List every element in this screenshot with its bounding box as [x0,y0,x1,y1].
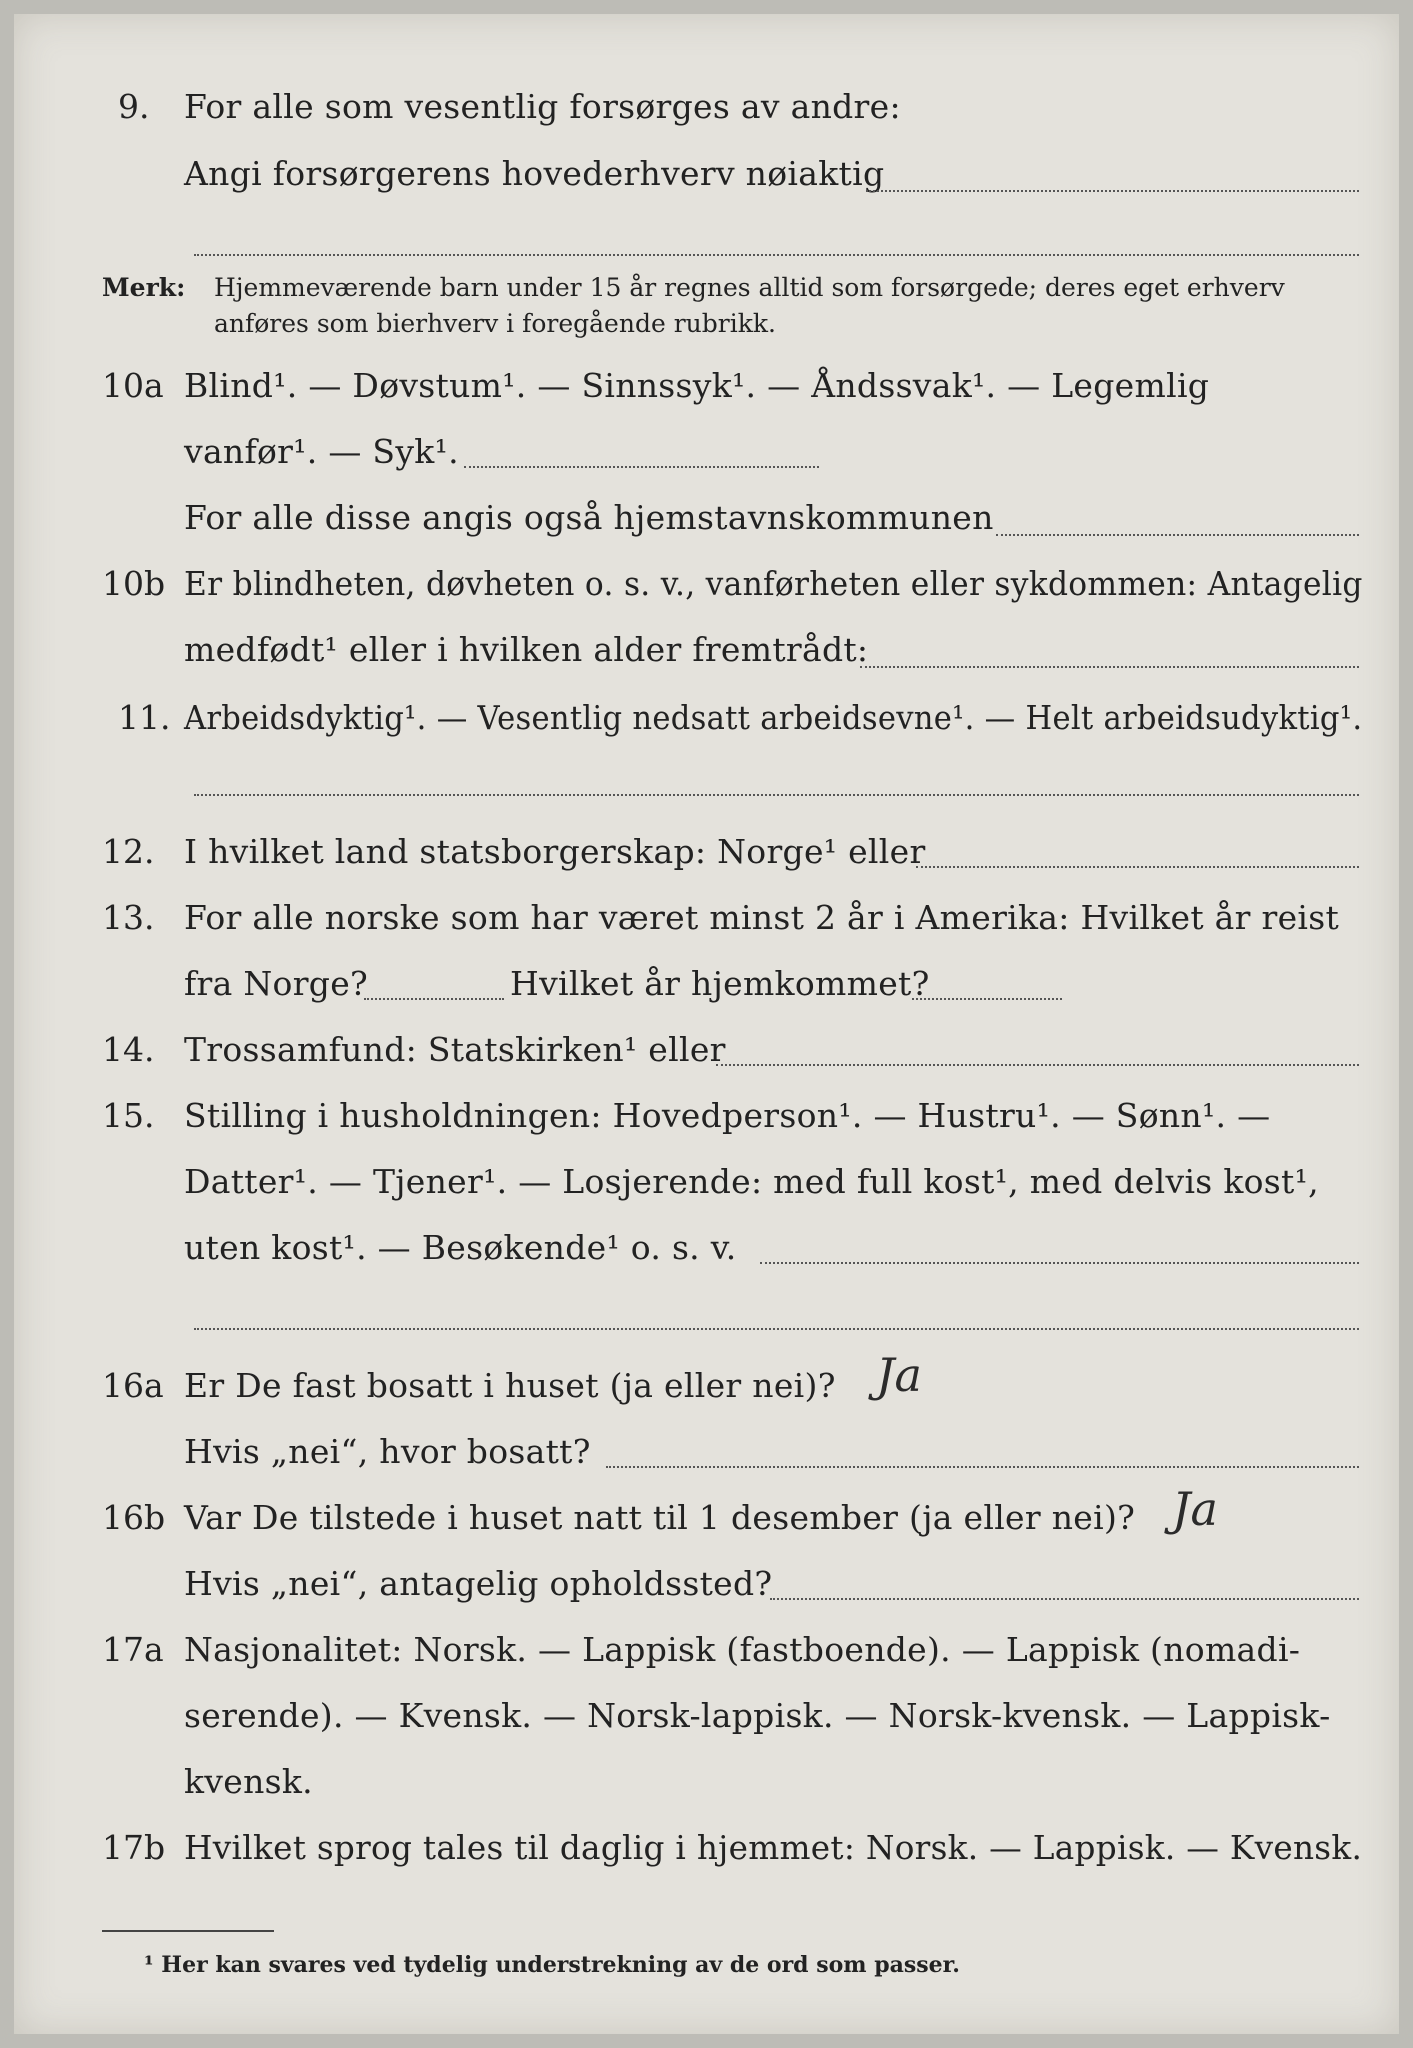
item-12-line-1: I hvilket land statsborgerskap: Norge¹ eller [184,832,926,871]
answer-line [860,666,1359,668]
item-17a-line-3: kvensk. [184,1762,313,1801]
item-16a-line-1: Er De fast bosatt i huset (ja eller nei)? [184,1366,836,1405]
footnote-rule [102,1930,274,1932]
item-16b-line-2: Hvis „nei“, antagelig opholdssted? [184,1564,773,1603]
item-number: 14. [102,1030,155,1069]
merk-label: Merk: [102,273,186,302]
answer-line [194,794,1359,796]
item-number: 11. [118,698,171,737]
answer-line [364,998,504,1000]
item-16b-line-1: Var De tilstede i huset natt til 1 desember (ja eller nei)? [184,1498,1136,1537]
item-14-line-1: Trossamfund: Statskirken¹ eller [184,1030,726,1069]
item-10b-line-1: Er blindheten, døvheten o. s. v., vanførheten eller sykdommen: Antagelig [184,564,1363,603]
item-17b-line-1: Hvilket sprog tales til daglig i hjemmet: Norsk. — Lappisk. — Kvensk. [184,1828,1363,1867]
item-number: 13. [102,898,155,937]
answer-line [770,1598,1359,1600]
item-15-line-2: Datter¹. — Tjener¹. — Losjerende: med full kost¹, med delvis kost¹, [184,1162,1319,1201]
item-number: 10b [102,564,166,603]
item-17a-line-1: Nasjonalitet: Norsk. — Lappisk (fastboende). — Lappisk (nomadi- [184,1630,1301,1669]
item-15-line-3: uten kost¹. — Besøkende¹ o. s. v. [184,1228,737,1267]
answer-line [996,534,1359,536]
item-13-line-2: fra Norge? [184,964,369,1003]
answer-line [866,190,1359,192]
answer-line [716,1064,1359,1066]
handwritten-answer: Ja [876,1348,922,1402]
answer-line [464,466,819,468]
item-13-line-1: For alle norske som har været minst 2 år i Amerika: Hvilket år reist [184,898,1340,937]
item-number: 16a [102,1366,164,1405]
answer-line [760,1262,1359,1264]
item-number: 17b [102,1828,166,1867]
census-form-page [14,14,1399,2034]
item-9-line-2: Angi forsørgerens hovederhverv nøiaktig [184,154,885,193]
item-number: 15. [102,1096,155,1135]
item-number: 10a [102,366,164,405]
item-16a-line-2: Hvis „nei“, hvor bosatt? [184,1432,591,1471]
item-10a-line-1: Blind¹. — Døvstum¹. — Sinnssyk¹. — Åndssvak¹. — Legemlig [184,366,1210,405]
answer-line [606,1466,1359,1468]
item-number: 9. [118,87,150,126]
answer-line [194,1328,1359,1330]
item-9-line-1: For alle som vesentlig forsørges av andre: [184,87,901,126]
answer-line [194,254,1359,256]
merk-line-1: Hjemmeværende barn under 15 år regnes alltid som forsørgede; deres eget erhverv [214,273,1285,302]
item-17a-line-2: serende). — Kvensk. — Norsk-lappisk. — Norsk-kvensk. — Lappisk- [184,1696,1331,1735]
item-10b-line-2: medfødt¹ eller i hvilken alder fremtrådt: [184,630,869,669]
item-number: 12. [102,832,155,871]
item-number: 17a [102,1630,164,1669]
answer-line [912,998,1062,1000]
item-15-line-1: Stilling i husholdningen: Hovedperson¹. — Hustru¹. — Sønn¹. — [184,1096,1271,1135]
item-11-line-1: Arbeidsdyktig¹. — Vesentlig nedsatt arbeidsevne¹. — Helt arbeidsudyktig¹. [184,698,1363,737]
handwritten-answer: Ja [1172,1482,1218,1536]
item-10a-line-2: vanfør¹. — Syk¹. [184,432,459,471]
item-number: 16b [102,1498,166,1537]
merk-line-2: anføres som bierhverv i foregående rubrikk. [214,309,776,338]
item-10a-line-3: For alle disse angis også hjemstavnskommunen [184,498,994,537]
item-13-line-3: Hvilket år hjemkommet? [510,964,930,1003]
answer-line [916,866,1359,868]
footnote: ¹ Her kan svares ved tydelig understrekning av de ord som passer. [144,1952,960,1978]
